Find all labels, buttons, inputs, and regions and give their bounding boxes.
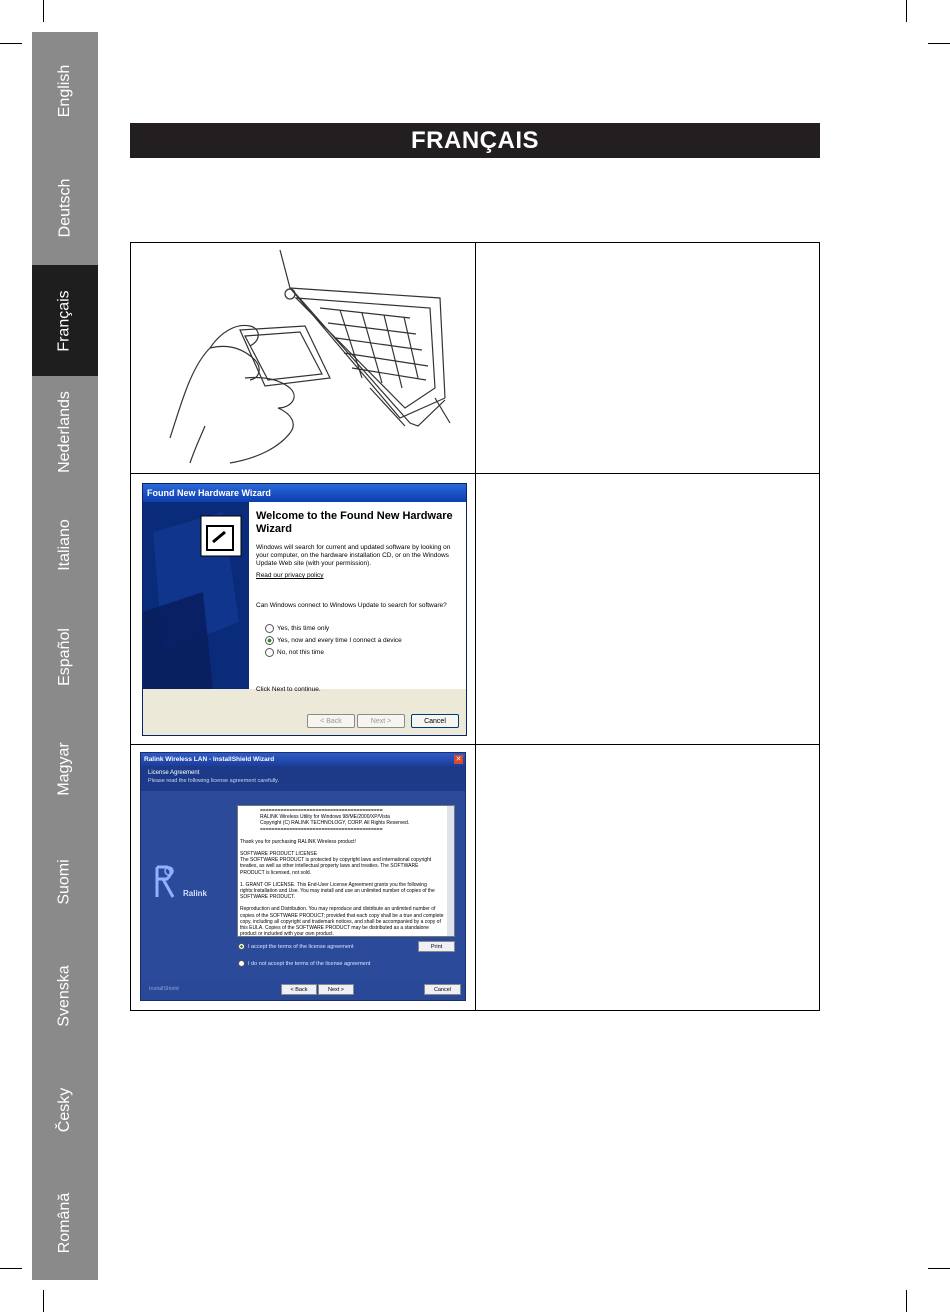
ralink-logo-text: Ralink [183,889,208,898]
radio-label: I do not accept the terms of the license agreement [248,960,371,967]
license-line: ========================================== [260,826,383,833]
language-label: Deutsch [55,178,73,237]
laptop-pc-card-illustration [150,248,460,470]
crop-mark [928,1268,950,1269]
license-line: ========================================== [260,808,383,814]
language-tab-english[interactable] [32,32,98,149]
language-tab-nederlands[interactable] [32,376,98,488]
wizard-question: Can Windows connect to Windows Update to search for software? [256,602,447,609]
language-label: Italiano [56,518,73,571]
decline-license-radio[interactable] [238,960,370,967]
language-label: Magyar [55,742,73,796]
radio-label: Yes, now and every time I connect a device [277,637,402,644]
language-label: Español [55,628,73,686]
crop-mark [0,43,22,44]
back-button[interactable]: < Back [307,714,355,728]
next-button[interactable]: Next > [357,714,405,728]
crop-mark [906,0,907,22]
language-tab-cesky[interactable] [32,1054,98,1166]
crop-mark [928,43,950,44]
accept-license-radio[interactable] [238,943,353,950]
wizard-header [141,766,465,791]
wizard-body [249,502,466,693]
language-label: Nederlands [56,391,74,473]
found-new-hardware-wizard [142,483,467,736]
language-tab-svenska[interactable] [32,938,98,1054]
wizard-banner-graphic [143,502,249,689]
license-line: Reproduction and Distribution. You may reproduce and distribute an unlimited number of copies of the SOFTWARE PRODUCT; provided that each copy shall be a true and complete copy, including all copyright and trademark notices, and shall be accompanied by a copy of this EULA. Copies of the SOFTWARE PRODUCT may be distributed as a standalone product or included with your own product. [240,906,444,937]
language-label: Română [55,1192,73,1254]
language-label: English [55,64,73,117]
radio-option[interactable] [265,636,402,645]
wizard-footer-text: Click Next to continue. [256,686,321,693]
radio-option[interactable] [265,648,324,657]
cancel-button[interactable]: Cancel [411,714,459,728]
print-button[interactable]: Print [418,941,455,952]
language-tab-espanol[interactable] [32,601,98,713]
section-title: License Agreement [148,770,200,776]
installshield-brand: InstallShield [149,986,179,992]
radio-selected-icon [265,636,274,645]
back-button[interactable]: < Back [281,984,317,995]
language-label: Français [55,289,73,352]
crop-mark [906,1290,907,1312]
radio-icon [238,960,245,967]
language-label: Svenska [56,965,73,1027]
language-tab-deutsch[interactable] [32,149,98,266]
license-line: SOFTWARE PRODUCT LICENSE [240,851,317,858]
license-line: Thank you for purchasing RALINK Wireless product! [240,838,356,845]
language-label: Česky [55,1087,73,1133]
crop-mark [0,1268,22,1269]
next-button[interactable]: Next > [318,984,354,995]
license-scrollbar[interactable] [447,806,454,936]
language-tab-francais[interactable] [32,265,98,376]
window-title: Ralink Wireless LAN - InstallShield Wizard [141,753,465,766]
license-line: Copyright (C) RALINK TECHNOLOGY, CORP. All Rights Reserved. [260,820,410,827]
language-tab-italiano[interactable] [32,488,98,601]
crop-mark [43,1290,44,1312]
radio-selected-icon [238,943,245,950]
cancel-button[interactable]: Cancel [424,984,461,995]
step-2-text-cell [476,474,819,744]
page-title: FRANÇAIS [130,123,820,158]
section-subtitle: Please read the following license agreement carefully. [148,778,280,784]
privacy-policy-link[interactable]: Read our privacy policy [256,572,324,579]
language-sidebar [32,32,98,1280]
wizard-side-graphic [143,502,249,689]
wizard-intro: Windows will search for current and updated software by looking on your computer, on the hardware installation CD, or on the Windows Update Web site (with your permission). [256,544,451,567]
radio-icon [265,648,274,657]
close-icon[interactable]: ✕ [455,756,462,763]
radio-icon [265,624,274,633]
language-label: Suomi [55,858,73,905]
radio-label: Yes, this time only [277,625,330,632]
radio-label: I accept the terms of the license agreement [248,943,354,950]
radio-option[interactable] [265,624,329,633]
step-1-text-cell [476,243,819,473]
language-tab-magyar[interactable] [32,713,98,825]
license-line: 1. GRANT OF LICENSE. This End-User License Agreement grants you the following rights:Installation and Use. You may install and use an unlimited number of copies of the SOFTWARE PRODUCT. [240,881,435,901]
license-textbox[interactable] [237,805,455,937]
wizard-heading: Welcome to the Found New Hardware Wizard [256,510,453,535]
language-tab-romana[interactable] [32,1166,98,1280]
window-title: Found New Hardware Wizard [143,484,466,502]
radio-label: No, not this time [277,649,324,656]
language-tab-suomi[interactable] [32,825,98,938]
ralink-installshield-wizard [140,752,466,1001]
step-3-text-cell [476,745,819,1010]
license-line: RALINK Wireless Utility for Windows 98/ME/2000/XP/Vista [260,814,390,821]
crop-mark [43,0,44,22]
ralink-logo [153,863,223,908]
wizard-footer [141,980,465,1000]
license-line: The SOFTWARE PRODUCT is protected by copyright laws and international copyright treaties, as well as other intellectual property laws and treaties. The SOFTWARE PRODUCT is licensed, not sold. [240,857,432,876]
